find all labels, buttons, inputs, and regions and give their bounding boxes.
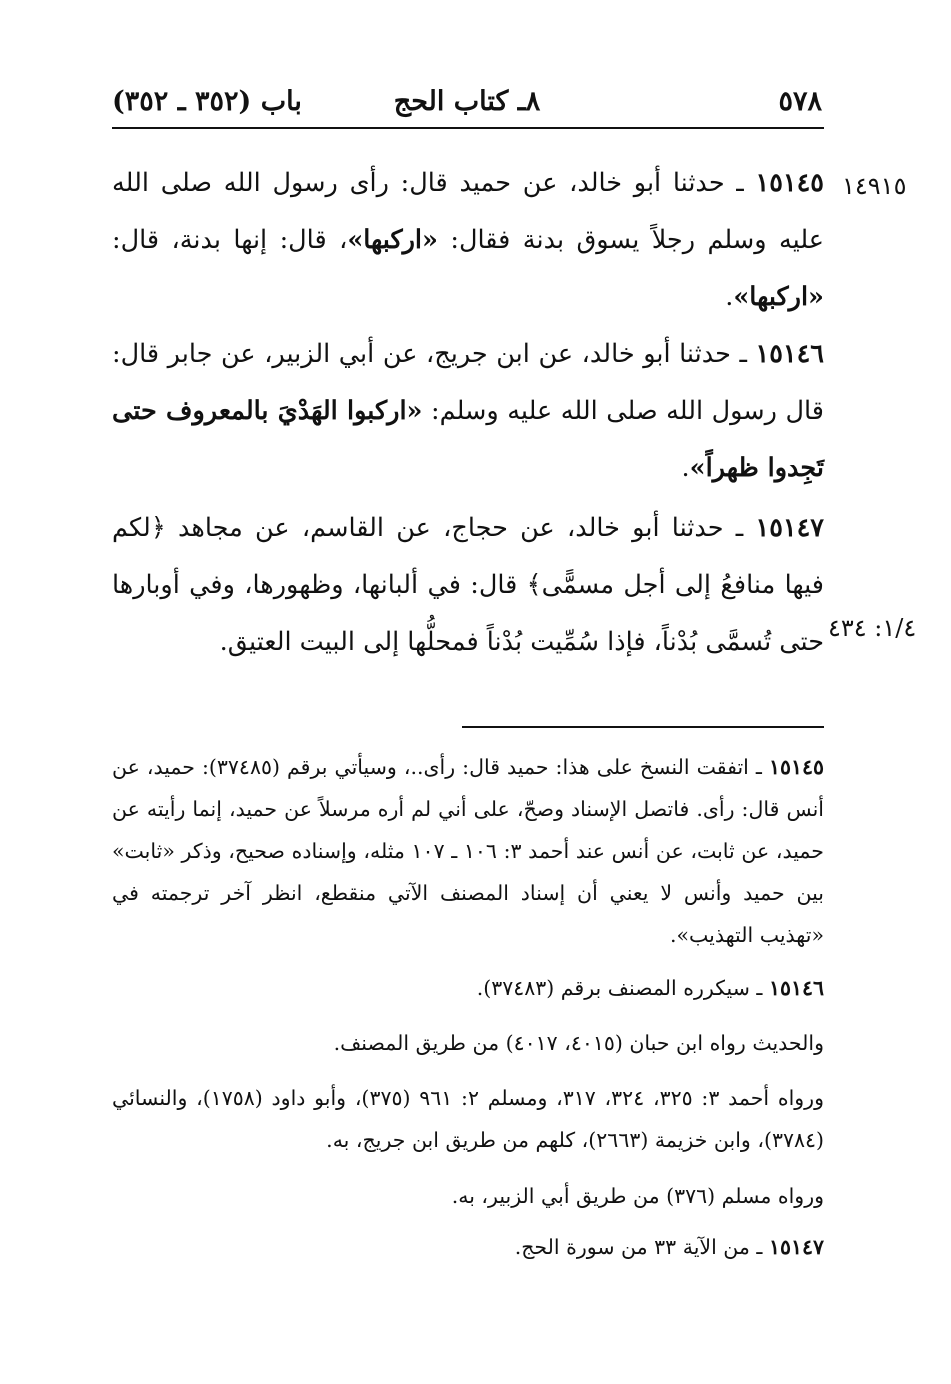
footnote-rule xyxy=(462,726,824,728)
margin-ref-1: ١٤٩١٥ xyxy=(842,172,907,200)
hadith-quote: «اركبوا الهَدْيَ بالمعروف حتى تَجِدوا ظهراً» xyxy=(112,396,824,483)
hadith-15146 xyxy=(112,326,824,497)
hadith-quote: «اركبها» xyxy=(347,225,438,255)
hadith-number: ١٥١٤٧ xyxy=(755,513,824,543)
footnote-text: ـ سيكرره المصنف برقم (٣٧٤٨٣). xyxy=(476,976,769,1000)
page-number: ٥٧٨ xyxy=(778,86,822,117)
hadith-text: ، قال: إنها بدنة، قال: xyxy=(112,225,348,255)
hadith-15145 xyxy=(112,155,824,326)
footnote-15146 xyxy=(112,967,824,1009)
running-header xyxy=(112,86,822,126)
footnote-paragraph xyxy=(112,1077,824,1161)
hadith-text: ـ حدثنا أبو خالد، عن حميد قال: رأى رسول الله صلى الله عليه وسلم رجلاً يسوق بدنة فقال: xyxy=(112,168,824,255)
margin-ref-2: ١/٤: ٤٣٤ xyxy=(828,614,917,642)
header-rule xyxy=(112,127,824,129)
hadith-text: ـ حدثنا أبو خالد، عن ابن جريج، عن أبي الزبير، عن جابر قال: قال رسول الله صلى الله عليه وسلم: xyxy=(112,339,824,426)
footnote-text: والحديث رواه ابن حبان (٤٠١٥، ٤٠١٧) من طريق المصنف. xyxy=(333,1031,824,1055)
hadith-text: . xyxy=(725,282,734,312)
hadith-quote: «اركبها» xyxy=(733,282,824,312)
hadith-number: ١٥١٤٥ xyxy=(755,168,824,198)
hadith-number: ١٥١٤٦ xyxy=(755,339,824,369)
hadith-text: . xyxy=(681,453,690,483)
footnote-number: ١٥١٤٧ xyxy=(768,1235,824,1259)
footnote-number: ١٥١٤٦ xyxy=(768,976,824,1000)
hadith-15147 xyxy=(112,500,824,671)
footnote-text: ورواه أحمد ٣: ٣٢٥، ٣٢٤، ٣١٧، ومسلم ٢: ٩٦١ (٣٧٥)، وأبو داود (١٧٥٨)، والنسائي (٣٧٨٤)، وابن خزيمة (٢٦٦٣)، كلهم من طريق ابن جريج، به. xyxy=(112,1086,824,1152)
footnote-15145 xyxy=(112,746,824,956)
chapter-reference: باب (٣٥٢ ـ ٣٥٢) xyxy=(112,86,302,117)
footnote-paragraph xyxy=(112,1175,824,1217)
footnote-number: ١٥١٤٥ xyxy=(768,755,824,779)
footnote-paragraph xyxy=(112,1022,824,1064)
hadith-text: ـ حدثنا أبو خالد، عن حجاج، عن القاسم، عن مجاهد ﴿لكم فيها منافعُ إلى أجل مسمًّى﴾ قال: في ألبانها، وظهورها، وفي أوبارها حتى تُسمَّى بُدْناً، فإذا سُمِّيت بُدْناً فمحلُّها إلى البيت العتيق. xyxy=(112,513,824,657)
footnote-15147 xyxy=(112,1226,824,1268)
footnote-text: ـ من الآية ٣٣ من سورة الحج. xyxy=(514,1235,769,1259)
footnote-text: ورواه مسلم (٣٧٦) من طريق أبي الزبير، به. xyxy=(451,1184,824,1208)
footnote-text: ـ اتفقت النسخ على هذا: حميد قال: رأى..، وسيأتي برقم (٣٧٤٨٥): حميد، عن أنس قال: رأى. فاتصل الإسناد وصحّ، على أني لم أره مرسلاً عن حميد، إنما رأيته عن حميد، عن ثابت، عن أنس عند أحمد ٣: ١٠٦ ـ ١٠٧ مثله، وإسناده صحيح، وذكر «ثابت» بين حميد وأنس لا يعني أن إسناد المصنف الآتي منقطع، انظر آخر ترجمته في «تهذيب التهذيب». xyxy=(112,755,824,947)
book-title: ٨ـ كتاب الحج xyxy=(393,86,541,117)
